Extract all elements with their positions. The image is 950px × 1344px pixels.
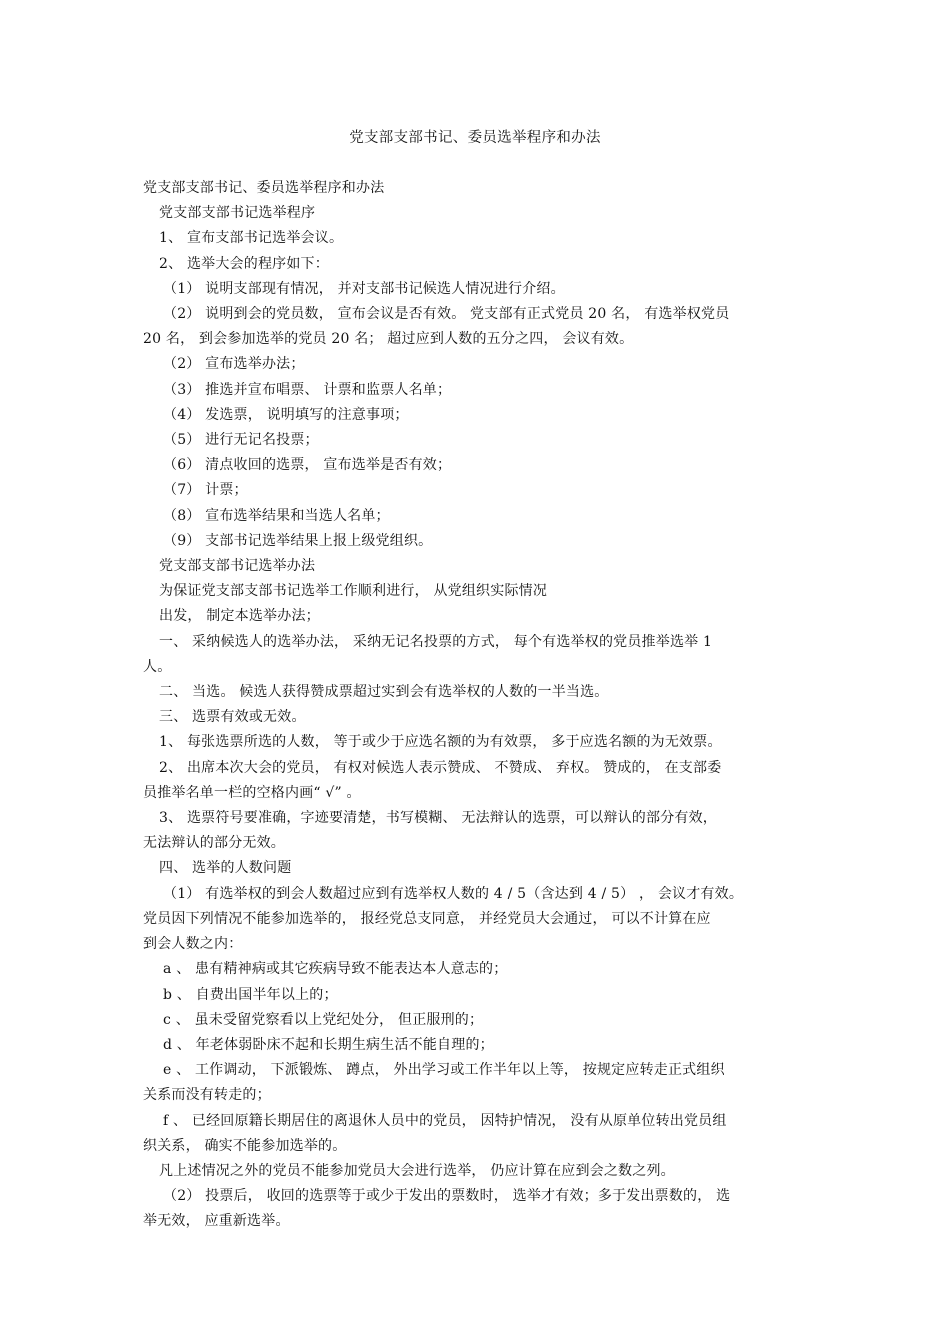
list-item: （9） 支部书记选举结果上报上级党组织。 [163,532,433,549]
list-item-continuation: 织关系， 确实不能参加选举的。 [143,1137,347,1154]
list-item: （6） 清点收回的选票， 宣布选举是否有效； [163,457,452,474]
list-item: 1、 每张选票所选的人数， 等于或少于应选名额的为有效票， 多于应选名额的为无效票。 [159,734,722,751]
list-item: （2） 说明到会的党员数， 宣布会议是否有效。 党支部有正式党员 20 名， 有选举权党员 [163,306,730,323]
subsection-heading: 党支部支部书记选举办法 [159,558,316,575]
list-item-continuation: 关系而没有转走的； [143,1087,271,1104]
list-item-continuation: 举无效， 应重新选举。 [143,1213,290,1230]
list-item: （3） 推选并宣布唱票、 计票和监票人名单； [163,381,452,398]
list-item-continuation: 党员因下列情况不能参加选举的， 报经党总支同意， 并经党员大会通过， 可以不计算在应 [143,910,711,927]
subsection-heading: 党支部支部书记选举程序 [159,205,316,222]
list-item-continuation: 人。 [143,658,172,675]
list-item: （5） 进行无记名投票； [163,432,319,449]
list-item: e 、 工作调动， 下派锻炼、 蹲点， 外出学习或工作半年以上等， 按规定应转走正式组织 [163,1062,725,1079]
list-item: 2、 选举大会的程序如下： [159,255,329,272]
document-title: 党支部支部书记、委员选举程序和办法 [349,130,601,146]
list-item: f 、 已经回原籍长期居住的离退休人员中的党员， 因特护情况， 没有从原单位转出党员组 [163,1112,727,1129]
list-item: 一、 采纳候选人的选举办法， 采纳无记名投票的方式， 每个有选举权的党员推举选举 1 [159,633,713,650]
paragraph-line: 出发， 制定本选举办法； [159,608,320,625]
list-item: b 、 自费出国半年以上的； [163,986,338,1003]
list-item: 四、 选举的人数问题 [159,860,292,877]
paragraph-line: 凡上述情况之外的党员不能参加党员大会进行选举， 仍应计算在应到会之数之列。 [159,1162,675,1179]
list-item-continuation: 20 名， 到会参加选举的党员 20 名； 超过应到人数的五分之四， 会议有效。 [143,331,634,348]
list-item: （7） 计票； [163,482,248,499]
section-heading: 党支部支部书记、委员选举程序和办法 [143,180,385,196]
document-body [143,176,811,1235]
list-item-continuation: 员推举名单一栏的空格内画“ √” 。 [143,784,361,801]
list-item-continuation: 无法辩认的部分无效。 [143,835,285,852]
list-item: （8） 宣布选举结果和当选人名单； [163,507,390,524]
paragraph-line: 为保证党支部支部书记选举工作顺利进行， 从党组织实际情况 [159,583,548,600]
list-item: （1） 说明支部现有情况， 并对支部书记候选人情况进行介绍。 [163,280,565,297]
list-item: d 、 年老体弱卧床不起和长期生病生活不能自理的； [163,1036,494,1053]
list-item: 二、 当选。 候选人获得赞成票超过实到会有选举权的人数的一半当选。 [159,684,609,701]
list-item: c 、 虽未受留党察看以上党纪处分， 但正服刑的； [163,1011,484,1028]
list-item: （1） 有选举权的到会人数超过应到有选举权人数的 4 / 5（含达到 4 / 5） ， 会议才有效。 [163,885,744,902]
list-item: 1、 宣布支部书记选举会议。 [159,230,344,247]
list-item: 2、 出席本次大会的党员， 有权对候选人表示赞成、 不赞成、 弃权。 赞成的， 在支部委 [159,759,722,776]
list-item: （2） 宣布选举办法； [163,356,305,373]
list-item: 3、 选票符号要准确，字迹要清楚，书写模糊、 无法辩认的选票，可以辩认的部分有效， [159,810,718,827]
list-item-continuation: 到会人数之内： [143,936,243,953]
list-item: （4） 发选票， 说明填写的注意事项； [163,406,409,423]
list-item: （2） 投票后， 收回的选票等于或少于发出的票数时， 选举才有效；多于发出票数的， 选 [163,1188,731,1205]
list-item: a 、 患有精神病或其它疾病导致不能表达本人意志的； [163,961,508,978]
list-item: 三、 选票有效或无效。 [159,709,306,726]
